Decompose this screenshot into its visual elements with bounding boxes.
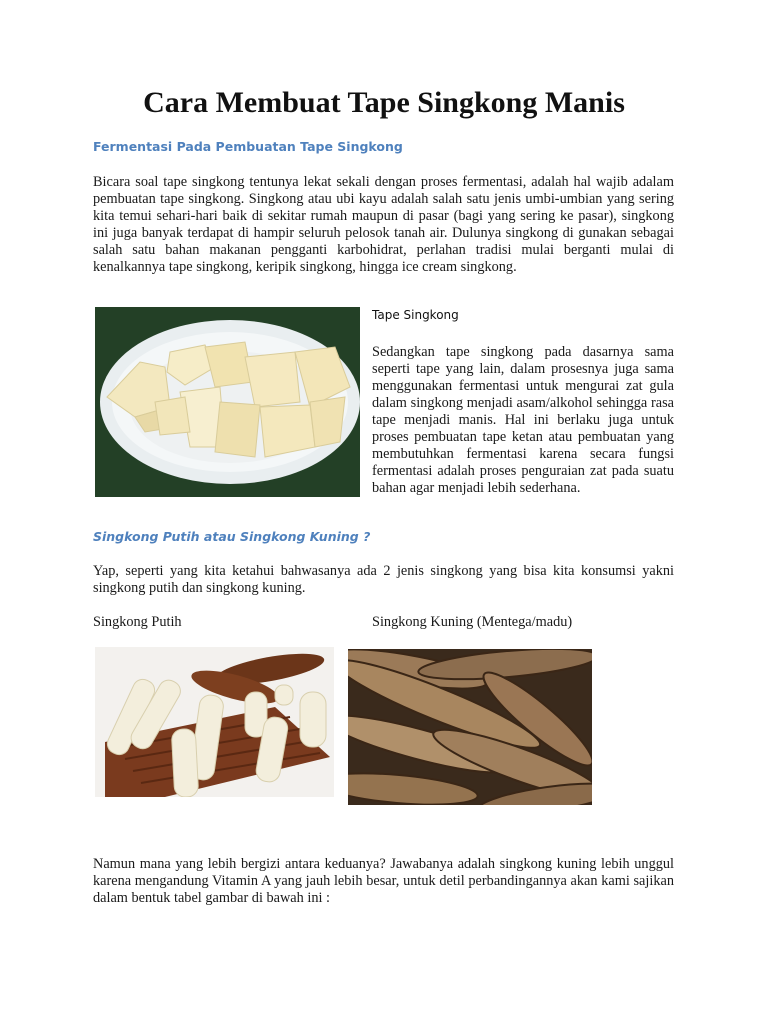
jenis-singkong-paragraph: Yap, seperti yang kita ketahui bahwasanya ada 2 jenis singkong yang bisa kita konsumsi yakni singkong putih dan singkong kuning. [93,563,674,596]
intro-paragraph: Bicara soal tape singkong tentunya lekat sekali dengan proses fermentasi, adalah hal wajib adalam pembuatan tape singkong. Singkong atau ubi kayu adalah salah satu jenis umbi-umbian yang sering kita temui sehari-hari baik di sekitar rumah maupun di pasar (bagi yang sering ke pasar), singkong ini juga banyak terdapat di hampir seluruh pelosok tanah air. Dulunya singkong di gunakan sebagai salah satu bahan makanan pengganti karbohidrat, perlahan tradisi mulai berganti mulai di kenalkannya tape singkong, keripik singkong, hingga ice cream singkong. [93,174,674,275]
tape-singkong-image [95,307,360,497]
page-title: Cara Membuat Tape Singkong Manis [143,86,625,119]
singkong-putih-image [95,647,334,797]
singkong-putih-label: Singkong Putih [93,614,182,630]
tape-singkong-caption: Tape Singkong [372,308,459,322]
tape-description-paragraph: Sedangkan tape singkong pada dasarnya sama seperti tape yang lain, dalam prosesnya juga sama menggunakan fermentasi untuk mengurai zat gula dalam singkong menjadi asam/alkohol sehingga rasa tape menjadi manis. Hal ini berlaku juga untuk proses pembuatan tape ketan atau pembuatan yang membutuhkan fermentasi karena secara fungsi fermentasi adalah proses penguraian zat pada suatu bahan agar menjadi lebih sederhana. [372,344,674,496]
section-heading-singkong-putih-kuning: Singkong Putih atau Singkong Kuning ? [93,529,371,544]
closing-paragraph: Namun mana yang lebih bergizi antara keduanya? Jawabanya adalah singkong kuning lebih unggul karena mengandung Vitamin A yang jauh lebih besar, untuk detil perbandingannya akan kami sajikan dalam bentuk tabel gambar di bawah ini : [93,856,674,906]
section-heading-fermentasi: Fermentasi Pada Pembuatan Tape Singkong [93,139,403,154]
singkong-kuning-label: Singkong Kuning (Mentega/madu) [372,614,573,630]
singkong-kuning-image [348,649,592,805]
